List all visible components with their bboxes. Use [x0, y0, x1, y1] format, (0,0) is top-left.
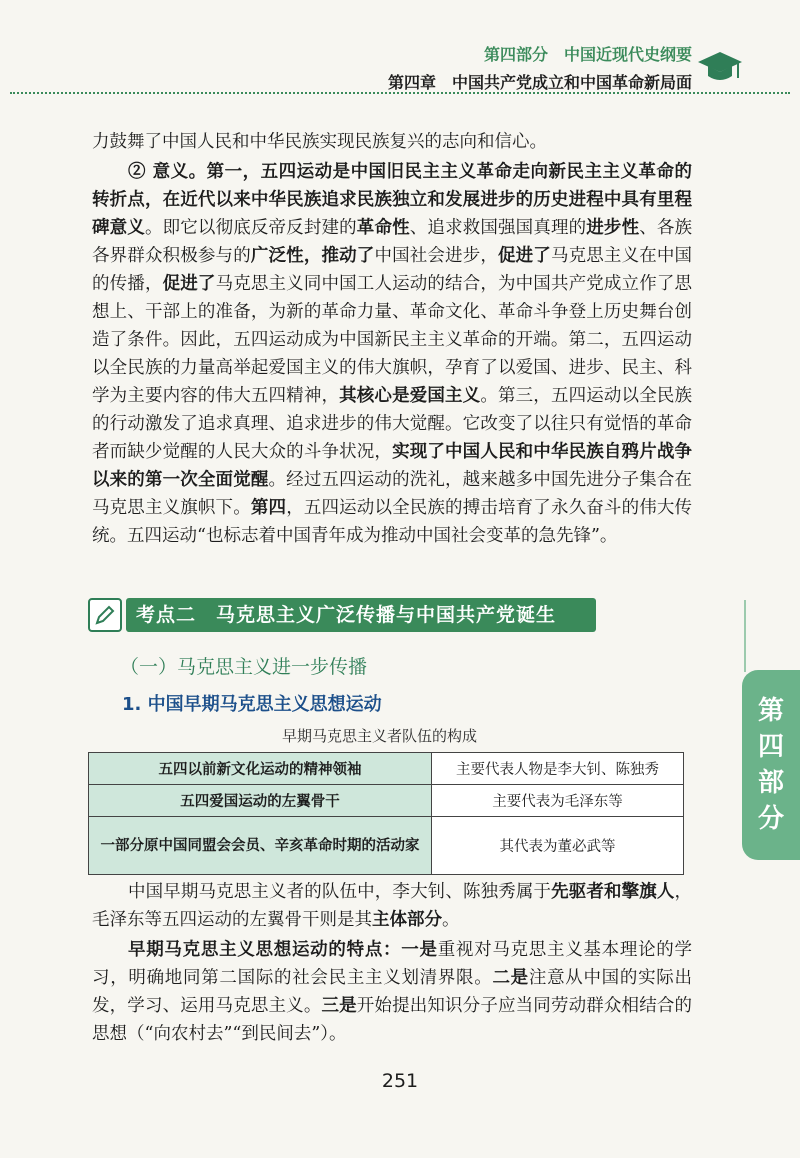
section-heading: （一）马克思主义进一步传播 — [120, 656, 368, 678]
paragraph-members: 中国早期马克思主义者的队伍中，李大钊、陈独秀属于先驱者和擎旗人，毛泽东等五四运动的左翼骨干则是其主体部分。 — [92, 882, 693, 930]
chapter-title: 第四章 中国共产党成立和中国革命新局面 — [387, 73, 692, 92]
table-cell: 主要代表人物是李大钊、陈独秀 — [432, 753, 684, 785]
table-row — [89, 753, 684, 785]
header-divider — [10, 92, 790, 94]
table-row — [89, 817, 684, 875]
paragraph-significance: ② 意义。第一，五四运动是中国旧民主主义革命走向新民主主义革命的转折点，在近代以来中华民族追求民族独立和发展进步的历史进程中具有里程碑意义。即它以彻底反帝反封建的革命性、追求救国强国真理的进步性、各族各界群众积极参与的广泛性，推动了中国社会进步，促进了马克思主义在中国的传播，促进了马克思主义同中国工人运动的结合，为中国共产党成立作了思想上、干部上的准备，为新的革命力量、革命文化、革命斗争登上历史舞台创造了条件。因此，五四运动成为中国新民主主义革命的开端。第二，五四运动以全民族的力量高举起爱国主义的伟大旗帜，孕育了以爱国、进步、民主、科学为主要内容的伟大五四精神，其核心是爱国主义。第三，五四运动以全民族的行动激发了追求真理、追求进步的伟大觉醒。它改变了以往只有觉悟的革命者而缺少觉醒的人民大众的斗争状况，实现了中国人民和中华民族自鸦片战争以来的第一次全面觉醒。经过五四运动的洗礼，越来越多中国先进分子集合在马克思主义旗帜下。第四，五四运动以全民族的搏击培育了永久奋斗的伟大传统。五四运动“也标志着中国青年成为推动中国社会变革的急先锋”。 — [92, 162, 693, 546]
subsection-heading: 1. 中国早期马克思主义思想运动 — [122, 694, 382, 715]
pencil-icon — [88, 598, 122, 632]
table-cell: 五四爱国运动的左翼骨干 — [89, 785, 432, 817]
part-title: 第四部分 中国近现代史纲要 — [483, 45, 692, 64]
table-row — [89, 785, 684, 817]
table-cell: 其代表为董必武等 — [432, 817, 684, 875]
topic-banner-title: 考点二 马克思主义广泛传播与中国共产党诞生 — [126, 598, 596, 632]
paragraph-intro: 力鼓舞了中国人民和中华民族实现民族复兴的志向和信心。 — [92, 132, 547, 152]
table-cell: 一部分原中国同盟会会员、辛亥革命时期的活动家 — [89, 817, 432, 875]
side-tab: 第 四 部 分 — [742, 670, 800, 860]
page-header — [0, 0, 800, 100]
composition-table — [88, 752, 684, 875]
table-cell: 五四以前新文化运动的精神领袖 — [89, 753, 432, 785]
topic-banner — [88, 598, 596, 632]
paragraph-features: 早期马克思主义思想运动的特点：一是重视对马克思主义基本理论的学习，明确地同第二国际的社会民主主义划清界限。二是注意从中国的实际出发，学习、运用马克思主义。三是开始提出知识分子应当同劳动群众相结合的思想（“向农村去”“到民间去”）。 — [92, 940, 693, 1044]
graduation-cap-icon — [696, 48, 744, 88]
page-number: 251 — [381, 1070, 419, 1092]
margin-line — [744, 600, 746, 672]
table-cell: 主要代表为毛泽东等 — [432, 785, 684, 817]
table-caption: 早期马克思主义者队伍的构成 — [282, 727, 478, 745]
